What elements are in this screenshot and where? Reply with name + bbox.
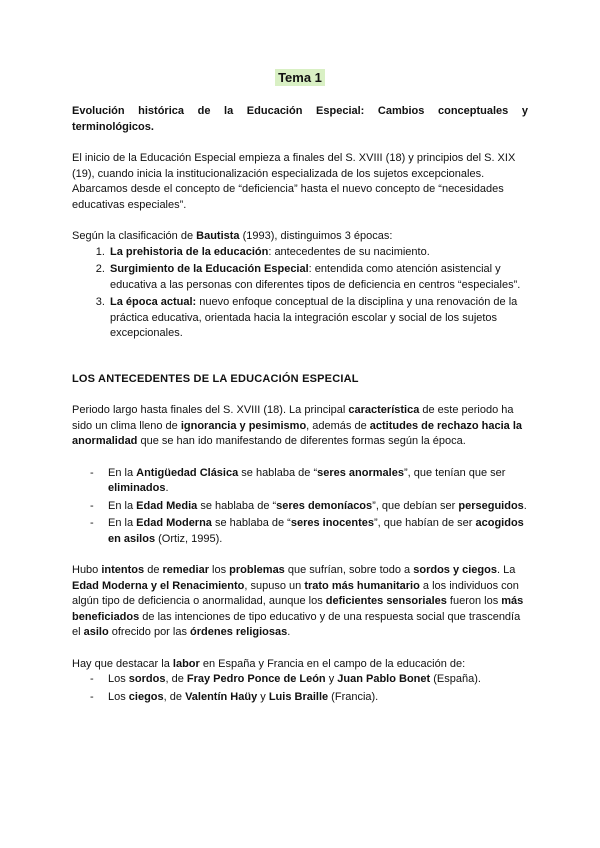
epochs-list xyxy=(72,245,528,342)
title-highlight: Tema 1 xyxy=(275,69,325,86)
era-text: ”, que tenían que ser xyxy=(403,466,506,479)
era-text: En la xyxy=(108,499,137,512)
era-item xyxy=(90,516,528,547)
efforts-bold: intentos xyxy=(101,564,145,576)
pioneer-item xyxy=(90,672,528,688)
epoch-term: Surgimiento de la Educación Especial xyxy=(110,263,309,275)
pioneer-item xyxy=(90,690,528,706)
efforts-bold: Edad Moderna y el Renacimiento xyxy=(72,579,245,592)
labor-text: en España y Francia en el campo de la educación de: xyxy=(199,657,466,670)
period-paragraph xyxy=(72,403,528,450)
epoch-term: La época actual: xyxy=(110,296,197,308)
efforts-bold: deficientes sensoriales xyxy=(325,595,447,607)
page-title xyxy=(72,70,528,86)
era-fate: eliminados xyxy=(108,482,166,494)
pioneer-group: sordos xyxy=(128,673,166,685)
period-text: Periodo largo hasta finales del S. XVIII (18). La principal xyxy=(72,404,349,416)
efforts-text: de las intenciones de tipo educativo y de una respuesta social que trascendía el xyxy=(72,610,521,638)
period-text: , además de xyxy=(306,419,370,432)
pioneer-text: Los xyxy=(108,690,129,703)
efforts-text: los xyxy=(208,564,230,576)
epoch-term: La prehistoria de la educación xyxy=(110,245,269,258)
period-text: de este periodo ha sido un clima lleno de xyxy=(72,404,514,432)
pioneer-name: Luis Braille xyxy=(268,690,329,703)
era-text: se hablaba de “ xyxy=(238,466,318,479)
efforts-bold: trato más humanitario xyxy=(304,579,420,592)
era-text: . xyxy=(165,482,169,494)
era-label: seres inocentes xyxy=(290,517,374,529)
epoch-item xyxy=(108,295,528,342)
efforts-bold: remediar xyxy=(162,564,209,576)
epoch-item xyxy=(108,245,528,261)
period-bold: ignorancia y pesimismo xyxy=(180,419,307,432)
pioneer-text: Los xyxy=(108,673,129,685)
efforts-text: Hubo xyxy=(72,564,102,576)
era-text: (Ortiz, 1995). xyxy=(155,532,223,545)
document-heading: Evolución histórica de la Educación Especial: Cambios conceptuales y terminológicos. xyxy=(72,105,528,133)
efforts-bold: más beneficiados xyxy=(72,595,524,623)
labor-paragraph xyxy=(72,657,528,673)
pioneer-name: Valentín Haüy xyxy=(185,690,258,703)
efforts-text: a los individuos con algún tipo de deficiencia o anormalidad, aunque los xyxy=(72,579,519,607)
intro-paragraph: El inicio de la Educación Especial empieza a finales del S. XVIII (18) y principios del S. XIX (19), cuando inicia la institucionalización especializada de los sujetos excepcionales. Abarcamos desde el concepto de “deficiencia” hasta el nuevo concepto de “necesidades educativas especiales”. xyxy=(72,152,516,211)
classification-paragraph xyxy=(72,229,528,245)
efforts-bold: órdenes religiosas xyxy=(190,626,288,638)
pioneer-text: , de xyxy=(165,673,187,685)
pioneer-text: , de xyxy=(163,690,186,703)
pioneers-list xyxy=(72,672,528,705)
period-bold: característica xyxy=(348,404,420,416)
pioneer-name: Juan Pablo Bonet xyxy=(337,673,431,685)
pioneer-group: ciegos xyxy=(128,690,164,703)
epoch-desc: : entendida como atención asistencial y educativa a las personas con diferentes tipos de deficiencia en centros “especiales”. xyxy=(110,263,521,291)
classification-text: Según la clasificación de xyxy=(72,230,197,242)
efforts-text: fueron los xyxy=(446,595,502,607)
era-text: ”, que debían ser xyxy=(372,499,459,512)
labor-bold: labor xyxy=(172,657,200,670)
efforts-bold: asilo xyxy=(83,626,109,638)
era-text: En la xyxy=(108,466,137,479)
pioneer-text: y xyxy=(325,673,338,685)
era-name: Antigüedad Clásica xyxy=(136,466,239,479)
period-bold: actitudes de rechazo hacia la anormalidad xyxy=(72,419,522,447)
era-text: se hablaba de “ xyxy=(197,499,277,512)
pioneer-country: (Francia). xyxy=(328,690,379,703)
efforts-text: . xyxy=(287,626,291,638)
classification-author: Bautista xyxy=(196,230,240,242)
efforts-text: , supuso un xyxy=(244,579,305,592)
era-label: seres anormales xyxy=(317,466,404,479)
efforts-text: . La xyxy=(497,564,516,576)
efforts-text: que sufrían, sobre todo a xyxy=(284,564,414,576)
labor-text: Hay que destacar la xyxy=(72,657,173,670)
efforts-bold: problemas xyxy=(229,564,285,576)
efforts-text: ofrecido por las xyxy=(108,626,191,638)
period-text: que se han ido manifestando de diferentes formas según la época. xyxy=(137,435,466,447)
era-fate: acogidos en asilos xyxy=(108,517,524,545)
efforts-bold: sordos y ciegos xyxy=(413,564,497,576)
era-fate: perseguidos xyxy=(458,499,524,512)
section-heading: LOS ANTECEDENTES DE LA EDUCACIÓN ESPECIAL xyxy=(72,372,359,385)
efforts-paragraph xyxy=(72,563,528,641)
era-item xyxy=(90,499,528,515)
era-text: . xyxy=(523,499,527,512)
efforts-text: de xyxy=(144,564,163,576)
eras-list xyxy=(72,466,528,548)
classification-text-end: (1993), distinguimos 3 épocas: xyxy=(239,230,393,242)
era-text: En la xyxy=(108,517,137,529)
era-name: Edad Moderna xyxy=(136,517,212,529)
epoch-desc: nuevo enfoque conceptual de la disciplina y una renovación de la práctica educativa, orientada hacia la integración escolar y social de los sujetos excepcionales. xyxy=(110,296,518,339)
era-label: seres demoníacos xyxy=(276,499,373,512)
pioneer-name: Fray Pedro Ponce de León xyxy=(186,673,326,685)
era-text: ”, que habían de ser xyxy=(373,517,476,529)
epoch-desc: : antecedentes de su nacimiento. xyxy=(268,245,430,258)
epoch-item xyxy=(108,262,528,293)
era-item xyxy=(90,466,528,497)
pioneer-text: y xyxy=(257,690,269,703)
era-text: se hablaba de “ xyxy=(211,517,291,529)
era-name: Edad Media xyxy=(136,499,198,512)
pioneer-country: (España). xyxy=(430,673,481,685)
